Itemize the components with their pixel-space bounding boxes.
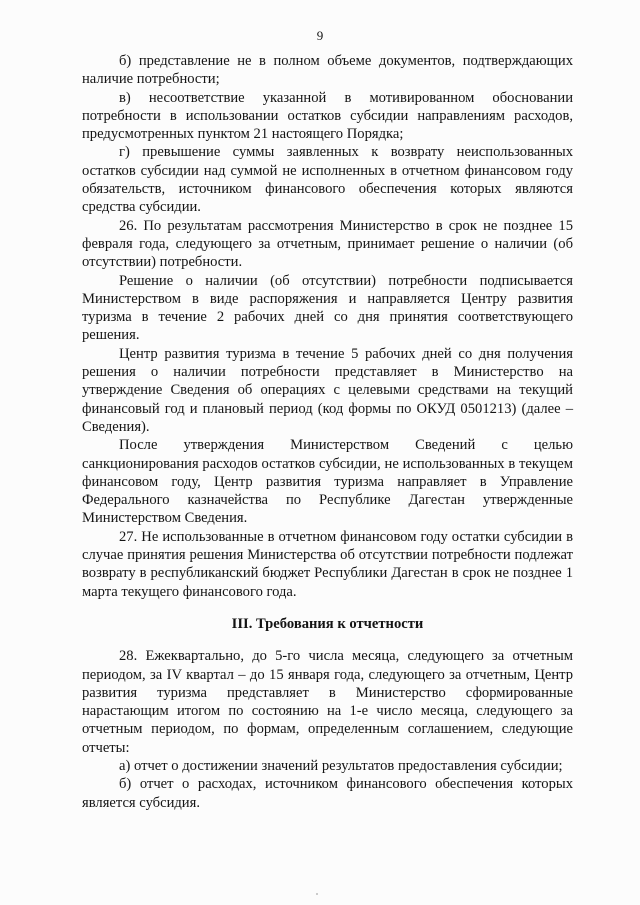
paragraph: Центр развития туризма в течение 5 рабочих дней со дня получения решения о наличии потребности представляет в Министерство на утверждение Сведения об операциях с целевыми средствами на текущий финансовый год и плановый период (код формы по ОКУД 0501213) (далее – Сведения). bbox=[82, 345, 573, 435]
paragraph: Решение о наличии (об отсутствии) потребности подписывается Министерством в виде распоряжения и направляется Центру развития туризма в течение 2 рабочих дней со дня принятия соответствующего решения. bbox=[82, 272, 573, 344]
paragraph: 28. Ежеквартально, до 5-го числа месяца, следующего за отчетным периодом, за IV квартал – до 15 января года, следующего за отчетным, Центр развития туризма представляет в Министерство сформированные нарастающим итогом по состоянию на 1-е число месяца, следующего за отчетным периодом, по формам, определенным соглашением, следующие отчеты: bbox=[82, 648, 573, 756]
page-number: 9 bbox=[316, 28, 324, 43]
paragraph: б) отчет о расходах, источником финансового обеспечения которых является субсидия. bbox=[82, 776, 573, 811]
paragraph: б) представление не в полном объеме документов, подтверждающих наличие потребности; bbox=[82, 53, 573, 88]
scan-speck bbox=[316, 893, 318, 895]
paragraph: а) отчет о достижении значений результатов предоставления субсидии; bbox=[119, 757, 563, 774]
section-heading: III. Требования к отчетности bbox=[231, 615, 424, 632]
paragraph: г) превышение суммы заявленных к возврату неиспользованных остатков субсидии над суммой не исполненных в отчетном финансовом году обязательств, источником финансового обеспечения которых являются средства субсидии. bbox=[82, 144, 573, 216]
paragraph: 27. Не использованные в отчетном финансовом году остатки субсидии в случае принятия решения Министерства об отсутствии потребности подлежат возврату в республиканский бюджет Республики Дагестан в срок не позднее 1 марта текущего финансового года. bbox=[82, 528, 573, 600]
paragraph: 26. По результатам рассмотрения Министерство в срок не позднее 15 февраля года, следующего за отчетным, принимает решение о наличии (об отсутствии) потребности. bbox=[82, 217, 573, 271]
paragraph: После утверждения Министерством Сведений с целью санкционирования расходов остатков субсидии, не использованных в текущем финансовом году, Центр развития туризма направляет в Управление Федерального казначейства по Республике Дагестан утвержденные Министерством Сведения. bbox=[82, 437, 573, 527]
paragraph: в) несоответствие указанной в мотивированном обосновании потребности в использовании остатков субсидии направлениям расходов, предусмотренных пунктом 21 настоящего Порядка; bbox=[82, 89, 573, 143]
document-body bbox=[82, 52, 573, 812]
